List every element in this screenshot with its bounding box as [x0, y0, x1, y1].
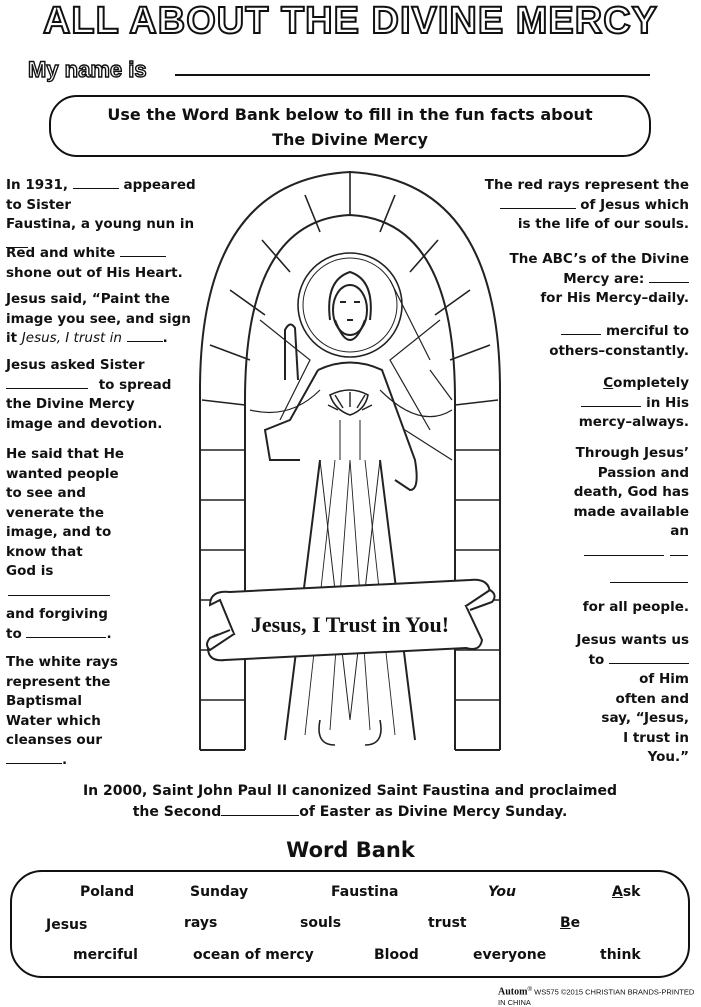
- word-blood: Blood: [374, 947, 419, 963]
- blank-11[interactable]: [561, 322, 601, 335]
- blank-13[interactable]: [584, 555, 664, 556]
- instructions-box: [49, 95, 651, 157]
- fact-5-cont: and forgiving to .: [6, 606, 112, 642]
- word-rays: rays: [184, 915, 218, 931]
- word-poland: Poland: [80, 884, 135, 900]
- blank-5[interactable]: [6, 376, 88, 389]
- word-you: You: [488, 884, 516, 900]
- banner-text: Jesus, I Trust in You!: [250, 612, 450, 637]
- name-input-line[interactable]: [175, 74, 650, 76]
- word-merciful: merciful: [73, 947, 138, 963]
- word-bank-title: Word Bank: [286, 838, 415, 862]
- blank-12[interactable]: [581, 394, 641, 407]
- instructions-line-2: The Divine Mercy: [272, 130, 428, 149]
- divine-mercy-illustration: [190, 160, 510, 760]
- word-jesus: Jesus: [46, 917, 88, 933]
- blank-15[interactable]: [610, 582, 688, 583]
- fact-red-rays: The red rays represent the of Jesus which is the life of our souls.: [484, 177, 689, 232]
- fact-4: Jesus asked Sister to spread the Divine Mercy image and devotion.: [6, 357, 172, 432]
- fact-passion: Through Jesus’ Passion and death, God has made available an: [573, 445, 689, 539]
- fact-be: merciful to others–constantly.: [549, 323, 689, 359]
- blank-7[interactable]: [26, 625, 106, 638]
- instructions-line-1: Use the Word Bank below to fill in the fun facts about: [107, 105, 593, 124]
- blank-4[interactable]: [127, 329, 163, 342]
- blank-1[interactable]: [73, 176, 119, 189]
- word-ocean-of-mercy: ocean of mercy: [193, 947, 314, 963]
- blank-16[interactable]: [609, 651, 689, 664]
- fact-3: Jesus said, “Paint the image you see, and sign it Jesus, I trust in .: [6, 291, 191, 346]
- blank-8[interactable]: [6, 751, 62, 764]
- name-label: My name is: [28, 57, 147, 82]
- fact-abc: The ABC’s of the Divine Mercy are: for His Mercy–daily.: [509, 251, 689, 306]
- word-ask: Ask: [612, 884, 641, 900]
- word-sunday: Sunday: [190, 884, 249, 900]
- word-be: Be: [560, 915, 581, 931]
- word-souls: souls: [300, 915, 342, 931]
- word-faustina: Faustina: [331, 884, 399, 900]
- fact-2: Red and white shone out of His Heart.: [6, 245, 183, 281]
- page-title: ALL ABOUT THE DIVINE MERCY: [42, 0, 659, 42]
- fact-completely: Completely in His mercy–always.: [578, 375, 689, 430]
- brand-logo: Autom: [498, 986, 528, 998]
- word-trust: trust: [428, 915, 467, 931]
- blank-10[interactable]: [649, 270, 689, 283]
- fact-1: In 1931, appeared to Sister Faustina, a young nun in: [6, 176, 206, 254]
- footer: Autom® WS575 ©2015 CHRISTIAN BRANDS-PRINTED IN CHINA: [498, 986, 695, 1007]
- blank-3[interactable]: [120, 244, 166, 257]
- fact-6: The white rays represent the Baptismal Water which cleanses our .: [6, 654, 118, 768]
- fact-think: Jesus wants us to of Him often and say, “Jesus, I trust in You.”: [576, 632, 689, 765]
- fact-for-all: for all people.: [582, 599, 689, 615]
- fact-5: He said that He wanted people to see and venerate the image, and to know that God is: [6, 446, 125, 579]
- word-think: think: [600, 947, 641, 963]
- blank-6[interactable]: [8, 595, 110, 596]
- footer-text: WS575 ©2015 CHRISTIAN BRANDS-PRINTED IN CHINA: [498, 987, 695, 1007]
- canonization-fact: In 2000, Saint John Paul II canonized Saint Faustina and proclaimed the Second of Easter as Divine Mercy Sunday.: [82, 783, 618, 820]
- blank-9[interactable]: [500, 196, 576, 209]
- blank-17[interactable]: [221, 803, 299, 816]
- blank-14[interactable]: [670, 555, 688, 556]
- word-everyone: everyone: [473, 947, 547, 963]
